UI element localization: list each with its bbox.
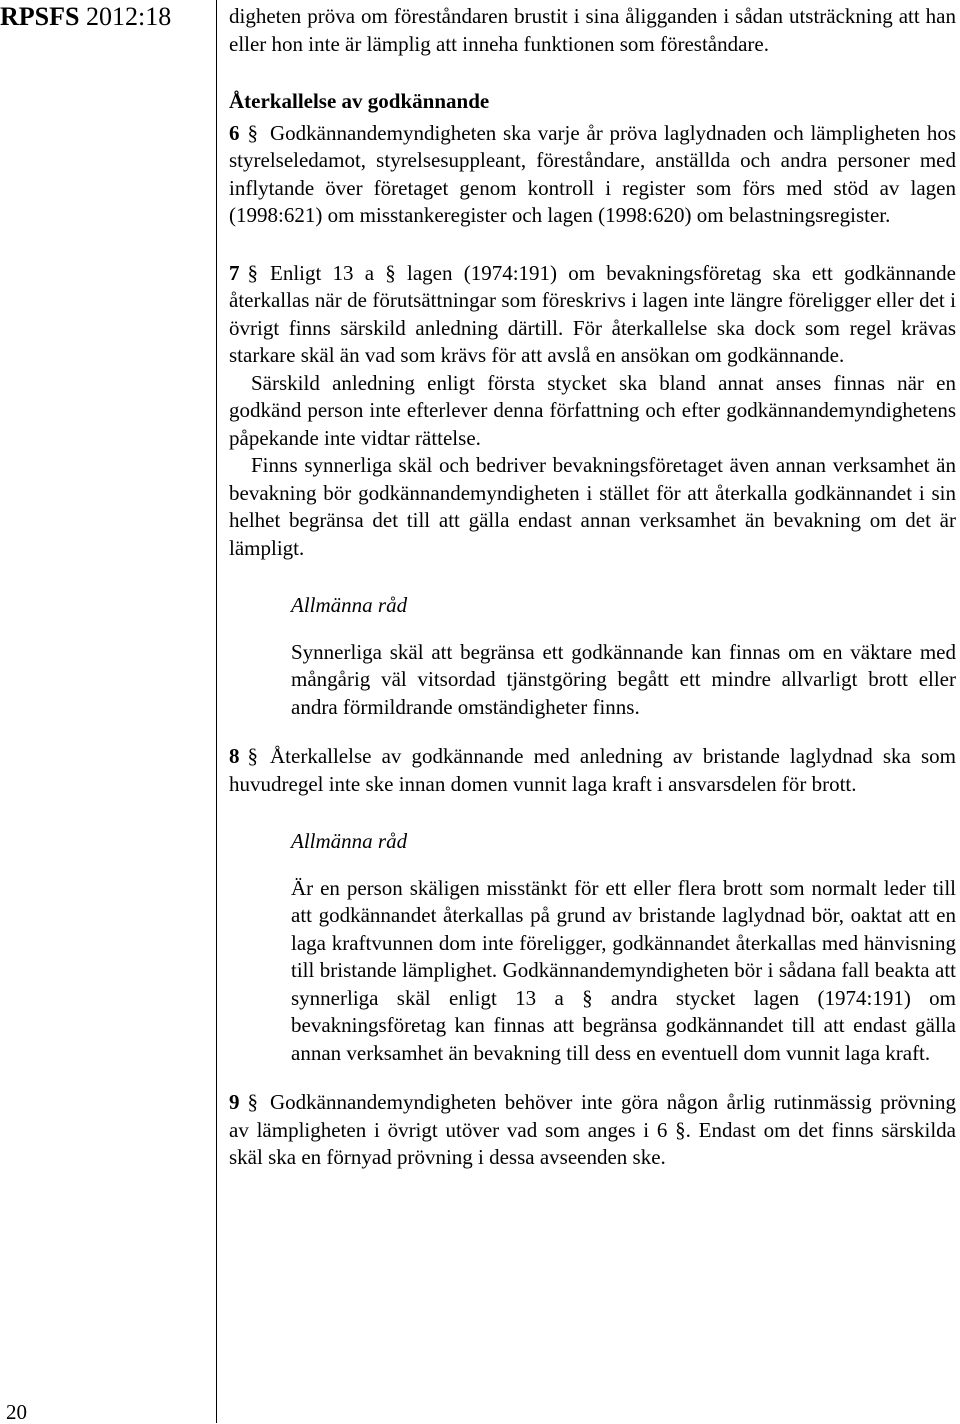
section-heading: Återkallelse av godkännande xyxy=(229,89,490,113)
paragraph-number: 8 xyxy=(229,744,240,768)
page-number: 20 xyxy=(6,1400,27,1424)
series-number: 2012:18 xyxy=(85,2,172,31)
section-sign: § xyxy=(247,260,258,285)
advice-label: Allmänna råd xyxy=(291,593,408,617)
paragraph-9 xyxy=(229,1089,956,1172)
paragraph-text: Återkallelse av godkännande med anledning av bristande laglydnad ska som huvudregel inte ske innan domen vunnit laga kraft i ansvarsdelen för brott. xyxy=(229,744,956,796)
margin-rule xyxy=(216,0,217,1423)
paragraph-text: Godkännandemyndigheten behöver inte göra någon årlig rutinmässig prövning av lämpligheten i övrigt utöver vad som anges i 6 §. Endast om det finns särskilda skäl ska en förnyad prövning i dessa avseenden ske. xyxy=(229,1090,956,1169)
paragraph-7 xyxy=(229,260,956,370)
paragraph-6 xyxy=(229,120,956,230)
advice-text: Är en person skäligen misstänkt för ett eller flera brott som normalt leder till att godkännandet återkallas på grund av bristande laglydnad bör, oaktat att en laga kraftvunnen dom inte föreligger, godkännandet återkallas med hänvisning till bristande lämplighet. Godkännandemyndigheten bör i sådana fall beakta att synnerliga skäl enligt 13 a § andra stycket lagen (1974:191) om bevakningsföretag kan finnas att begränsa godkännandet till att endast gälla annan verksamhet än bevakning till dess en eventuell dom vunnit laga kraft. xyxy=(291,875,956,1065)
general-advice-1 xyxy=(291,592,956,721)
text-column xyxy=(229,3,956,1172)
section-sign: § xyxy=(247,1090,258,1114)
advice-label: Allmänna råd xyxy=(291,829,408,853)
advice-text: Synnerliga skäl att begränsa ett godkännande kan finnas om en väktare med mångårig väl vitsordad tjänstgöring begått ett mindre allvarligt brott eller andra förmildrande omständigheter finns. xyxy=(291,639,956,719)
paragraph-8 xyxy=(229,743,956,798)
running-head xyxy=(0,2,216,32)
paragraph-number: 6 xyxy=(229,120,240,145)
paragraph-text: Enligt 13 a § lagen (1974:191) om bevakningsföretag ska ett godkännande återkallas när de förutsättningar som föreskrivs i lagen inte längre föreligger eller det i övrigt finns särskild anledning därtill. För återkallelse ska dock som regel krävas starkare skäl än vad som krävs för att avslå en ansökan om godkännande. xyxy=(229,260,956,367)
intro-continuation: digheten pröva om föreståndaren brustit i sina åligganden i sådan utsträckning att han eller hon inte är lämplig att inneha funktionen som föreståndare. xyxy=(229,4,956,56)
paragraph-7-second: Särskild anledning enligt första stycket ska bland annat anses finnas när en godkänd person inte efterlever denna författning och efter godkännandemyndighetens påpekande inte vidtar rättelse. xyxy=(229,370,956,450)
section-sign: § xyxy=(247,120,258,145)
paragraph-number: 9 xyxy=(229,1090,240,1114)
section-sign: § xyxy=(247,744,258,768)
general-advice-2 xyxy=(291,828,956,1067)
paragraph-7-third: Finns synnerliga skäl och bedriver bevakningsföretaget även annan verksamhet än bevakning bör godkännandemyndigheten i stället för att återkalla godkännandet i sin helhet begränsa det till att gälla endast annan verksamhet än bevakning om det är lämpligt. xyxy=(229,453,956,560)
paragraph-number: 7 xyxy=(229,260,240,285)
series-label: RPSFS xyxy=(0,2,80,31)
paragraph-text: Godkännandemyndigheten ska varje år pröva laglydnaden och lämpligheten hos styrelseledamot, styrelsesuppleant, föreståndare, anställda och andra personer med inflytande över företaget genom kontroll i register som förs med stöd av lagen (1998:621) om misstankeregister och lagen (1998:620) om belastningsregister. xyxy=(229,120,956,227)
